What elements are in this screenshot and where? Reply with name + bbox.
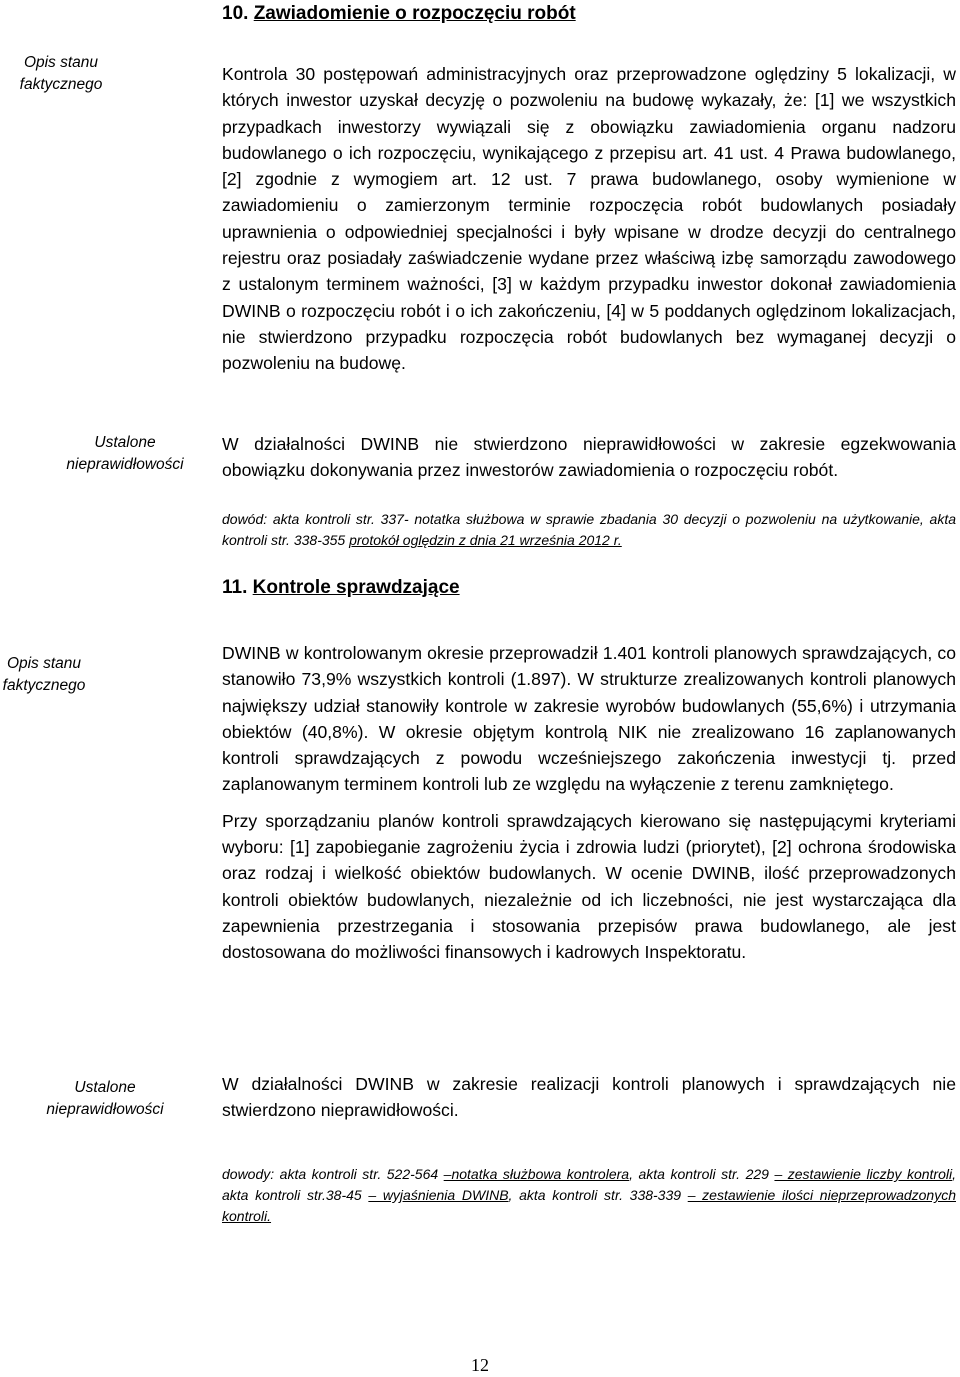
section-11-facts-label	[0, 653, 129, 697]
facts-label-line2: faktycznego	[19, 76, 103, 93]
section-10-heading	[222, 3, 576, 25]
evidence-text-2: , akta kontroli str. 229	[629, 1166, 775, 1182]
section-11-heading	[222, 577, 460, 599]
findings-label-line2: nieprawidłowości	[46, 1101, 164, 1118]
facts-paragraph-1: DWINB w kontrolowanym okresie przeprowadził 1.401 kontroli planowych sprawdzających, co stanowiło 73,9% wszystkich kontroli (1.897). W strukturze zrealizowanych kontroli planowych największy udział stanowiły kontrole w zakresie wyrobów budowlanych (55,6%) i utrzymania obiektów (40,8%). W okresie objętym kontrolą NIK nie zrealizowano 16 zaplanowanych kontroli sprawdzających z powodu wcześniejszego zakończenia inwestycji tj. przed zaplanowanym terminem kontroli lub ze względu na wyłączenie z terenu zamkniętego.	[222, 643, 956, 795]
page-number: 12	[471, 1355, 489, 1375]
evidence-underlined-2: – zestawienie liczby kontroli	[774, 1166, 953, 1182]
facts-paragraph: Kontrola 30 postępowań administracyjnych oraz przeprowadzone oględziny 5 lokalizacji, w których inwestor uzyskał decyzję o pozwoleniu na budowę wykazały, że: [1] we wszystkich przypadkach inwestorzy wywiązali się z obowiązku zawiadomienia organu nadzoru budowlanego o ich rozpoczęciu, wynikającego z przepisu art. 41 ust. 4 Prawa budowlanego, [2] zgodnie z wymogiem art. 12 ust. 7 prawa budowlanego, osoby wymienione w zawiadomieniu o zamierzonym terminie rozpoczęcia robót budowlanych posiadały uprawnienia o odpowiedniej specjalności i były wpisane w drodze decyzji do centralnego rejestru oraz posiadały zaświadczenie wydane przez właściwą izbę samorządu zawodowego z ustalonym terminem ważności, [3] w każdym przypadku inwestor dokonał zawiadomienia DWINB o rozpoczęciu robót i o ich zakończeniu, [4] w 5 poddanych oględzinom lokalizacjach, nie stwierdzono przypadku rozpoczęcia robót budowlanych bez wymaganej decyzji o pozwoleniu na budowę.	[222, 64, 956, 374]
section-10-findings-label	[40, 432, 210, 476]
section-11-evidence	[222, 1164, 956, 1227]
evidence-text: dowód: akta kontroli str. 337- notatka służbowa w sprawie zbadania 30 decyzji o pozwoleniu na użytkowanie, akta kontroli str. 338-355	[222, 511, 956, 548]
facts-paragraph-2: Przy sporządzaniu planów kontroli sprawdzających kierowano się następującymi kryteriami wyboru: [1] zapobieganie zagrożeniu życia i zdrowia ludzi (priorytet), [2] ochrona środowiska oraz rodzaj i wielkość obiektów budowlanych. W ocenie DWINB, ilość przeprowadzonych kontroli obiektów budowlanych, niezależnie od ich liczebności, nie jest wystarczająca dla zapewnienia przestrzegania i stosowania przepisów prawa budowlanego, ale jest dostosowana do możliwości finansowych i kadrowych Inspektoratu.	[222, 810, 956, 963]
section-10-findings-text	[222, 431, 956, 484]
section-10-evidence	[222, 509, 956, 551]
facts-label-line2: faktycznego	[2, 677, 86, 694]
findings-label-line2: nieprawidłowości	[66, 456, 184, 473]
evidence-text-1: dowody: akta kontroli str. 522-564	[222, 1166, 444, 1182]
evidence-underlined-3: – wyjaśnienia DWINB	[368, 1187, 509, 1203]
section-11-findings-label	[20, 1077, 190, 1121]
section-11-number: 11.	[222, 577, 248, 598]
section-10-facts-text	[222, 61, 956, 377]
section-10-title: Zawiadomienie o rozpoczęciu robót	[253, 3, 576, 24]
evidence-underlined-4: – zestawienie ilości nieprzeprowadzonych kontroli.	[222, 1187, 956, 1224]
evidence-underlined: protokół oględzin z dnia 21 września 2012 r.	[349, 532, 622, 548]
section-10-facts-label	[0, 52, 146, 96]
section-11-title: Kontrole sprawdzające	[252, 577, 460, 598]
section-11-facts-text	[222, 640, 956, 966]
findings-paragraph: W działalności DWINB nie stwierdzono nieprawidłowości w zakresie egzekwowania obowiązku dokonywania przez inwestorów zawiadomienia o rozpoczęciu robót.	[222, 434, 956, 481]
evidence-text-3: , akta kontroli str.38-45	[222, 1166, 956, 1203]
section-10-number: 10.	[222, 3, 249, 24]
evidence-text-4: , akta kontroli str. 338-339	[508, 1187, 688, 1203]
facts-label-line1: Opis stanu	[23, 54, 99, 71]
findings-label-line1: Ustalone	[94, 434, 156, 451]
section-11-findings-text	[222, 1071, 956, 1124]
facts-label-line1: Opis stanu	[6, 655, 82, 672]
evidence-underlined-1: –notatka służbowa kontrolera	[443, 1166, 630, 1182]
findings-label-line1: Ustalone	[74, 1079, 136, 1096]
findings-paragraph: W działalności DWINB w zakresie realizacji kontroli planowych i sprawdzających nie stwierdzono nieprawidłowości.	[222, 1074, 956, 1121]
